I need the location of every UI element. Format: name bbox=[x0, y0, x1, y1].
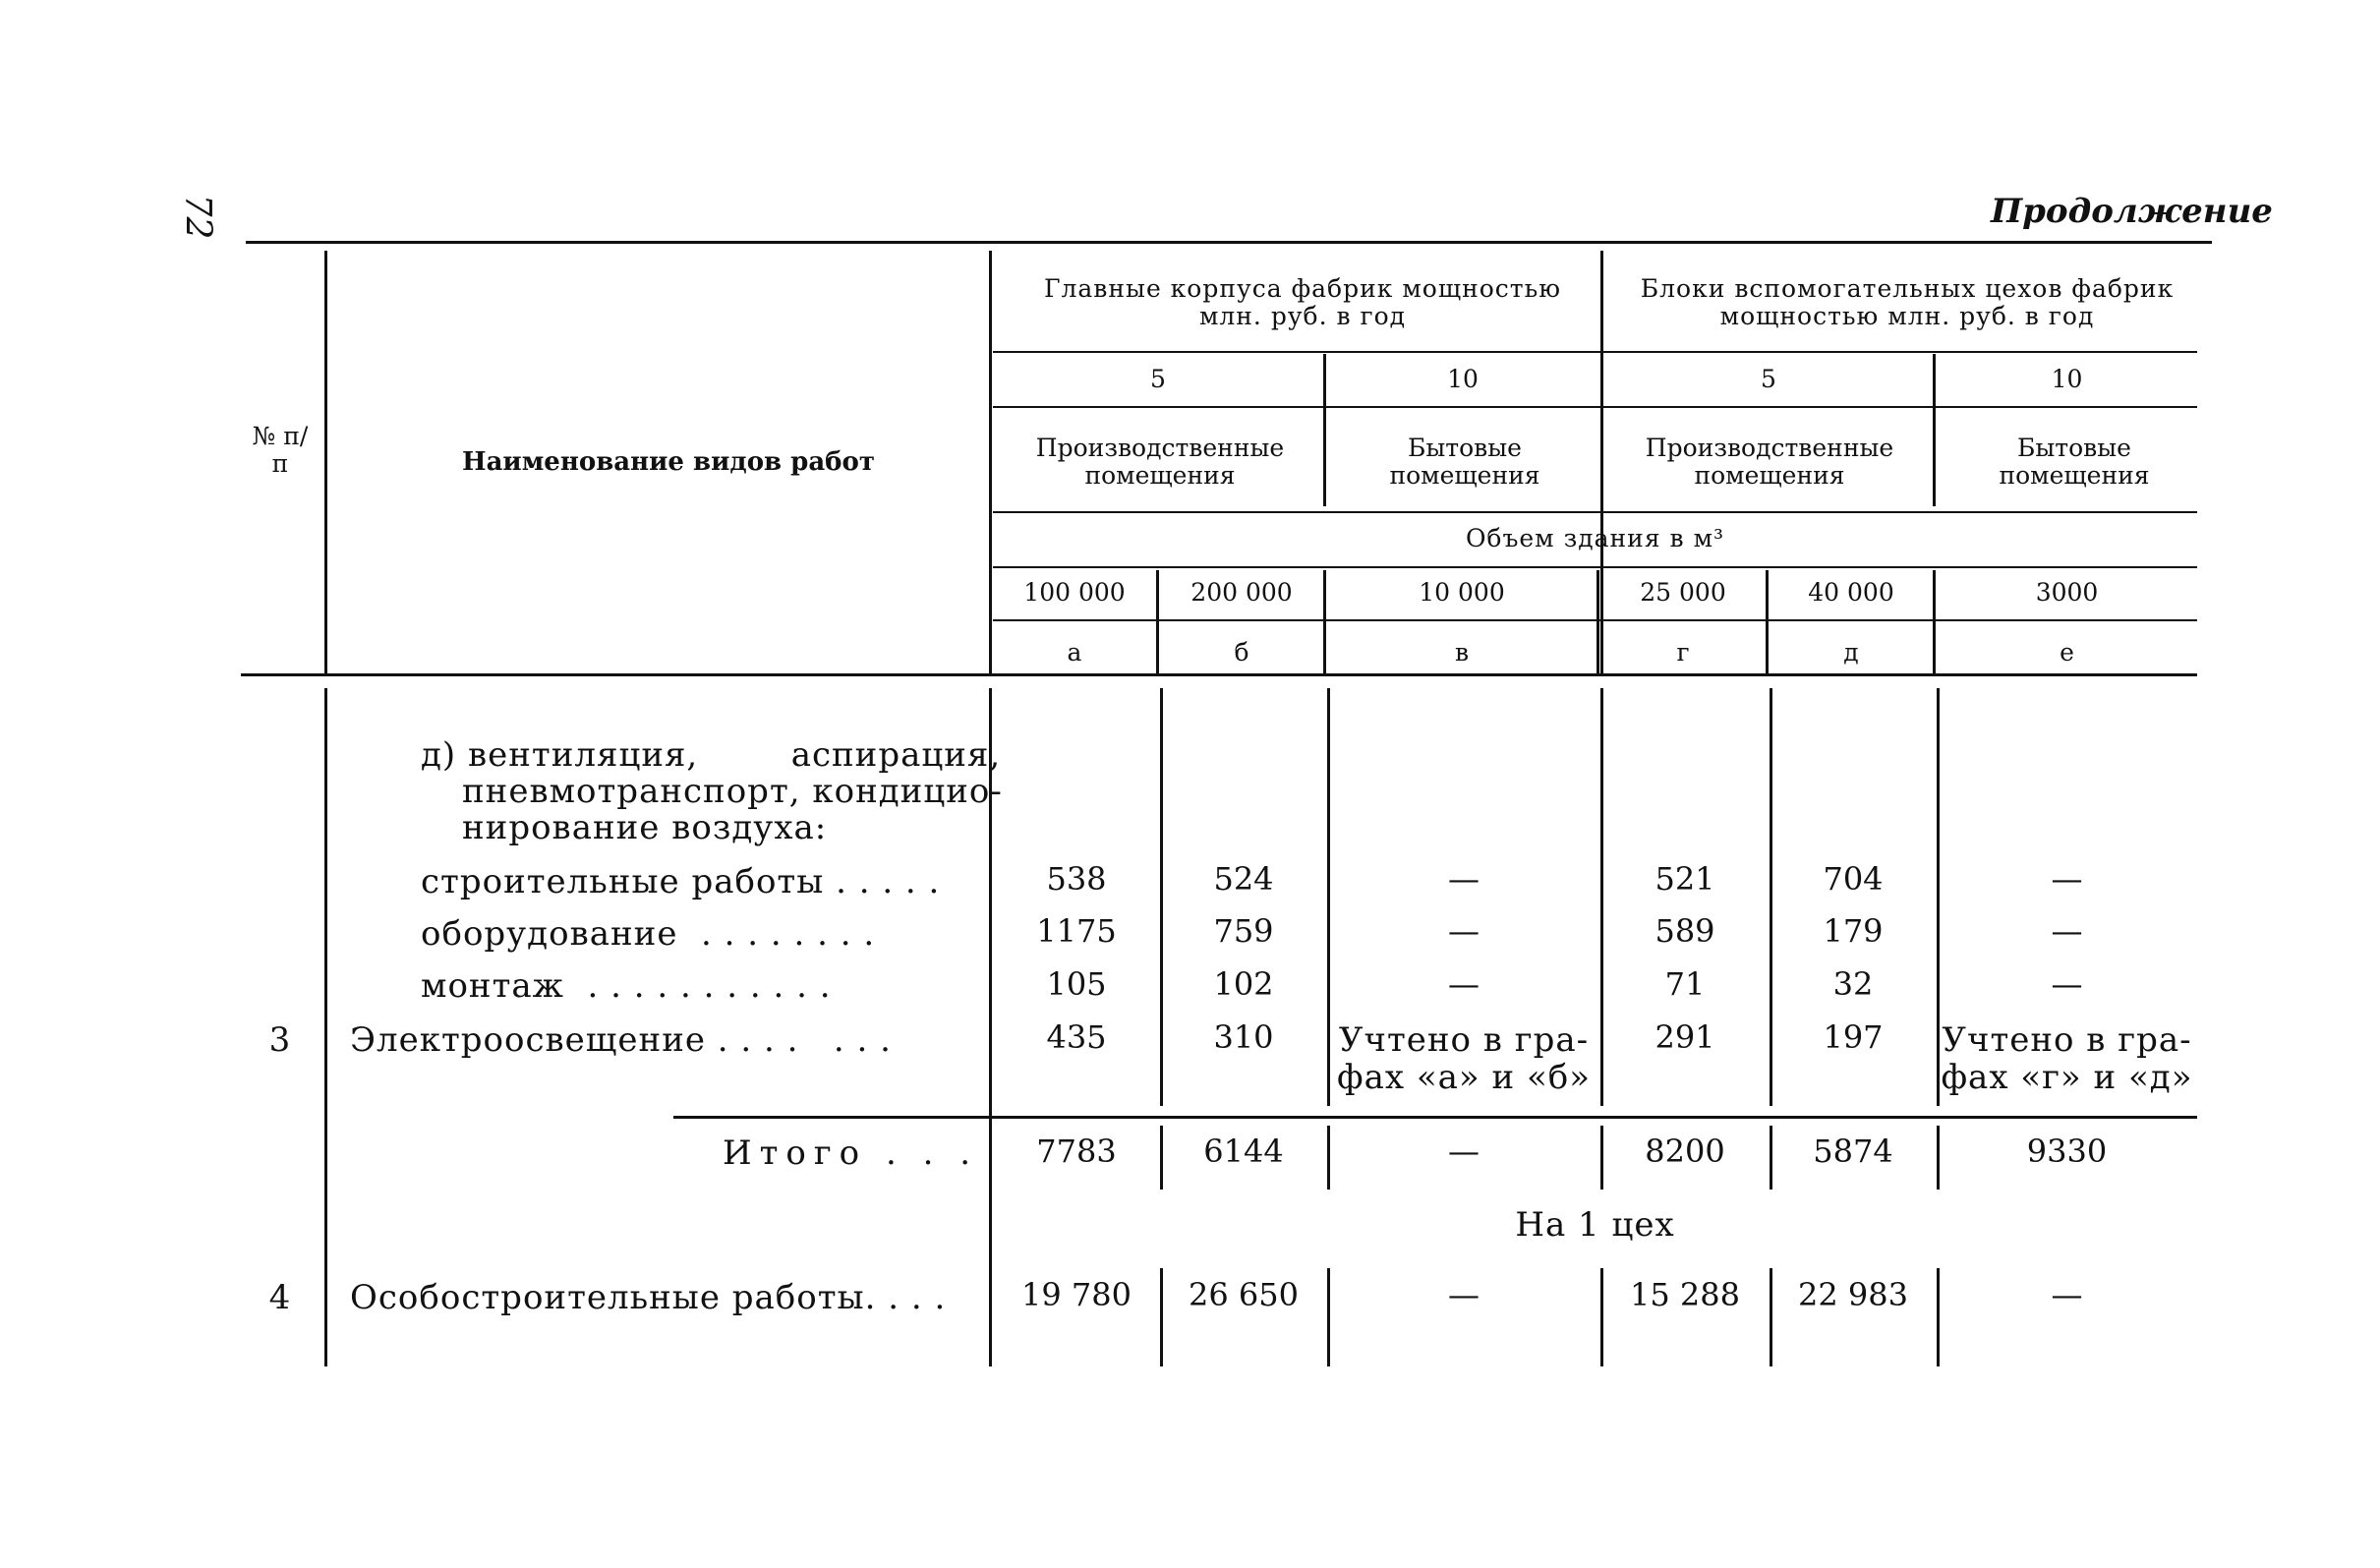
header-divider bbox=[1156, 570, 1159, 673]
montage-e: — bbox=[2051, 965, 2083, 1003]
production-premises-aux: Производственные помещения bbox=[1645, 434, 1894, 490]
header-divider bbox=[1323, 570, 1326, 673]
construction-e: — bbox=[2051, 860, 2083, 898]
lighting-note-v-line1: Учтено в гра- bbox=[1338, 1020, 1590, 1060]
ventilation-title-line3: нирование воздуха: bbox=[462, 808, 828, 847]
special-e: — bbox=[2051, 1276, 2083, 1313]
header-rule bbox=[993, 406, 2197, 408]
special-label: Особостроительные работы. . . . bbox=[350, 1278, 947, 1317]
special-v: — bbox=[1448, 1276, 1480, 1313]
letter-d: д bbox=[1843, 638, 1859, 667]
volume-header: Объем здания в м³ bbox=[1465, 524, 1725, 552]
equipment-a: 1175 bbox=[1036, 912, 1117, 950]
total-rule bbox=[673, 1116, 2197, 1119]
special-d: 22 983 bbox=[1798, 1276, 1908, 1313]
volume-e: 3000 bbox=[2035, 578, 2099, 607]
montage-d: 32 bbox=[1832, 965, 1874, 1003]
per-shop-caption: На 1 цех bbox=[1515, 1205, 1675, 1245]
construction-label: строительные работы . . . . . bbox=[421, 862, 941, 901]
volume-a: 100 000 bbox=[1023, 578, 1126, 607]
special-b: 26 650 bbox=[1189, 1276, 1299, 1313]
volume-b: 200 000 bbox=[1190, 578, 1293, 607]
header-rule bbox=[993, 619, 2197, 621]
construction-g: 521 bbox=[1654, 860, 1715, 898]
lighting-label: Электроосвещение . . . . . . . bbox=[350, 1020, 892, 1060]
lighting-num: 3 bbox=[268, 1020, 292, 1060]
lighting-g: 291 bbox=[1654, 1018, 1715, 1056]
header-divider bbox=[324, 251, 327, 673]
letter-v: в bbox=[1454, 638, 1470, 667]
header-bottom-rule bbox=[241, 673, 2197, 676]
continuation-label: Продолжение bbox=[1991, 192, 2273, 231]
montage-b: 102 bbox=[1213, 965, 1274, 1003]
letter-e: е bbox=[2060, 638, 2074, 667]
equipment-label: оборудование . . . . . . . . bbox=[421, 914, 876, 954]
total-b: 6144 bbox=[1203, 1132, 1284, 1170]
total-e: 9330 bbox=[2026, 1132, 2108, 1170]
header-rule bbox=[993, 351, 2197, 353]
letter-g: г bbox=[1676, 638, 1690, 667]
total-label: Итого . . . bbox=[722, 1133, 978, 1173]
special-a: 19 780 bbox=[1021, 1276, 1132, 1313]
capacity-5-aux: 5 bbox=[1761, 365, 1776, 393]
production-premises-main: Производственные помещения bbox=[1035, 434, 1285, 490]
header-divider bbox=[1766, 570, 1769, 673]
equipment-e: — bbox=[2051, 912, 2083, 950]
construction-b: 524 bbox=[1213, 860, 1274, 898]
montage-g: 71 bbox=[1664, 965, 1706, 1003]
group2-header: Блоки вспомогательных цехов фабрик мощностью млн. руб. в год bbox=[1640, 274, 2175, 330]
lighting-note-e-line2: фах «г» и «д» bbox=[1941, 1058, 2193, 1097]
ventilation-title-line2: пневмотранспорт, кондицио- bbox=[462, 772, 1003, 811]
lighting-a: 435 bbox=[1046, 1018, 1107, 1056]
special-num: 4 bbox=[268, 1278, 292, 1317]
header-divider bbox=[1596, 570, 1599, 673]
equipment-v: — bbox=[1448, 912, 1480, 950]
letter-b: б bbox=[1234, 638, 1249, 667]
header-divider bbox=[1933, 570, 1936, 673]
total-v: — bbox=[1448, 1132, 1480, 1170]
total-a: 7783 bbox=[1036, 1132, 1117, 1170]
construction-d: 704 bbox=[1823, 860, 1884, 898]
volume-d: 40 000 bbox=[1808, 578, 1894, 607]
header-divider bbox=[1933, 354, 1936, 506]
construction-v: — bbox=[1448, 860, 1480, 898]
montage-label: монтаж . . . . . . . . . . . bbox=[421, 966, 832, 1006]
lighting-note-v-line2: фах «а» и «б» bbox=[1336, 1058, 1592, 1097]
name-col-header: Наименование видов работ bbox=[462, 447, 875, 477]
body-divider bbox=[324, 688, 327, 1366]
construction-a: 538 bbox=[1046, 860, 1107, 898]
letter-a: а bbox=[1067, 638, 1082, 667]
volume-g: 25 000 bbox=[1640, 578, 1726, 607]
page-number: 72 bbox=[177, 194, 218, 240]
montage-a: 105 bbox=[1046, 965, 1107, 1003]
living-premises-main: Бытовые помещения bbox=[1389, 434, 1540, 490]
top-rule bbox=[246, 241, 2212, 244]
header-divider bbox=[989, 251, 992, 673]
volume-v: 10 000 bbox=[1419, 578, 1505, 607]
header-rule bbox=[993, 511, 2197, 513]
ventilation-title-line1: д) вентиляция, аспирация, bbox=[421, 735, 1002, 775]
num-col-header bbox=[251, 423, 310, 478]
equipment-g: 589 bbox=[1654, 912, 1715, 950]
num-col-header-text: № п/п bbox=[252, 422, 309, 478]
header-divider bbox=[1323, 354, 1326, 506]
total-g: 8200 bbox=[1645, 1132, 1725, 1170]
lighting-b: 310 bbox=[1213, 1018, 1274, 1056]
equipment-b: 759 bbox=[1213, 912, 1274, 950]
living-premises-aux: Бытовые помещения bbox=[1999, 434, 2150, 490]
group1-header: Главные корпуса фабрик мощностью млн. руб. в год bbox=[1043, 274, 1562, 330]
lighting-d: 197 bbox=[1823, 1018, 1884, 1056]
equipment-d: 179 bbox=[1823, 912, 1884, 950]
header-divider bbox=[1600, 251, 1603, 673]
montage-v: — bbox=[1448, 965, 1480, 1003]
lighting-note-e-line1: Учтено в гра- bbox=[1942, 1020, 2192, 1060]
capacity-5-main: 5 bbox=[1150, 365, 1166, 393]
capacity-10-main: 10 bbox=[1447, 365, 1479, 393]
special-g: 15 288 bbox=[1630, 1276, 1740, 1313]
total-d: 5874 bbox=[1813, 1132, 1893, 1170]
capacity-10-aux: 10 bbox=[2051, 365, 2083, 393]
header-rule bbox=[993, 566, 2197, 568]
